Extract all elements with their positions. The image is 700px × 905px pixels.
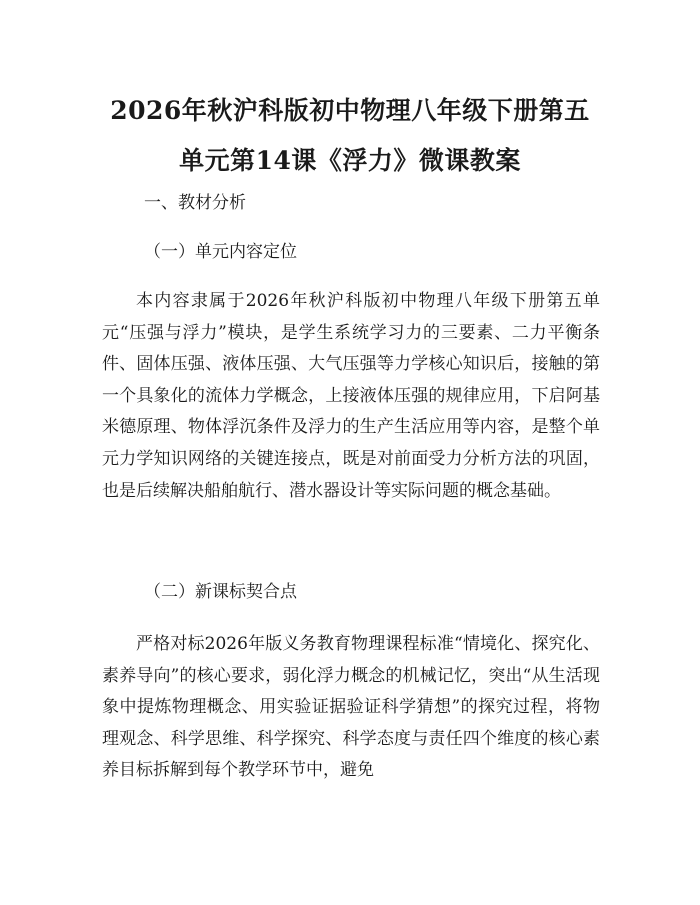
section-heading-textbook-analysis: 一、教材分析 xyxy=(144,193,246,213)
paragraph-curriculum-alignment: 严格对标2026年版义务教育物理课程标准“情境化、探究化、素养导向”的核心要求，弱化浮力概念的机械记忆，突出“从生活现象中提炼物理概念、用实验证据验证科学猜想”的探究过程，将物理观念、科学思维、科学探究、科学态度与责任四个维度的核心素养目标拆解到每个教学环节中，避免 xyxy=(102,634,600,781)
paragraph-unit-positioning: 本内容隶属于2026年秋沪科版初中物理八年级下册第五单元“压强与浮力”模块，是学生系统学习力的三要素、二力平衡条件、固体压强、液体压强、大气压强等力学核心知识后，接触的第一个具象化的流体力学概念，上接液体压强的规律应用，下启阿基米德原理、物体浮沉条件及浮力的生产生活应用等内容，是整个单元力学知识网络的关键连接点，既是对前面受力分析方法的巩固，也是后续解决船舶航行、潜水器设计等实际问题的概念基础。 xyxy=(102,291,600,501)
subsection-heading-unit-positioning: （一）单元内容定位 xyxy=(144,242,297,262)
subsection-heading-curriculum-alignment: （二）新课标契合点 xyxy=(144,582,297,602)
document-title: 2026年秋沪科版初中物理八年级下册第五单元第14课《浮力》微课教案 xyxy=(110,96,590,175)
